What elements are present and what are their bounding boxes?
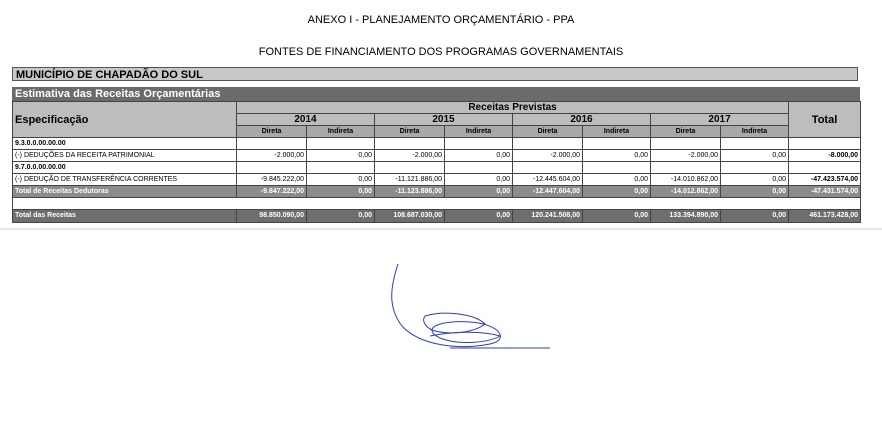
cell: 0,00 xyxy=(583,150,651,162)
year-header: 2017 xyxy=(651,114,789,126)
row-code: 9.7.0.0.00.00.00 xyxy=(13,162,237,174)
direta-header: Direta xyxy=(237,126,307,138)
row-total: 461.173.428,00 xyxy=(789,210,861,223)
revenue-table xyxy=(12,101,861,223)
deductions-label: Total de Receitas Dedutoras xyxy=(13,186,237,198)
cell: 98.850.090,00 xyxy=(237,210,307,223)
cell: -2.000,00 xyxy=(237,150,307,162)
cell: -14.012.862,00 xyxy=(651,186,721,198)
cell: -11.123.886,00 xyxy=(375,186,445,198)
year-header: 2016 xyxy=(513,114,651,126)
year-header: 2014 xyxy=(237,114,375,126)
cell: 0,00 xyxy=(445,150,513,162)
cell: 0,00 xyxy=(721,210,789,223)
cell: -9.847.222,00 xyxy=(237,186,307,198)
cell: -2.000,00 xyxy=(375,150,445,162)
section-bar: Estimativa das Receitas Orçamentárias xyxy=(12,87,860,101)
cell: 0,00 xyxy=(307,150,375,162)
cell: 0,00 xyxy=(445,174,513,186)
cell: 0,00 xyxy=(583,210,651,223)
cell: 0,00 xyxy=(721,150,789,162)
cell: -11.121.886,00 xyxy=(375,174,445,186)
indireta-header: Indireta xyxy=(721,126,789,138)
deductions-row xyxy=(13,186,861,198)
cell: 0,00 xyxy=(307,186,375,198)
table-row xyxy=(13,174,861,186)
indireta-header: Indireta xyxy=(445,126,513,138)
cell: 108.687.030,00 xyxy=(375,210,445,223)
year-header: 2015 xyxy=(375,114,513,126)
grand-total-label: Total das Receitas xyxy=(13,210,237,223)
direta-header: Direta xyxy=(375,126,445,138)
direta-header: Direta xyxy=(651,126,721,138)
cell: 0,00 xyxy=(721,174,789,186)
signature-icon xyxy=(380,258,570,358)
cell: -9.845.222,00 xyxy=(237,174,307,186)
row-description: (-) DEDUÇÃO DE TRANSFERÊNCIA CORRENTES xyxy=(13,174,237,186)
group-header: Receitas Previstas xyxy=(237,102,789,114)
row-total: -47.423.574,00 xyxy=(789,174,861,186)
grand-total-row xyxy=(13,210,861,223)
table-row xyxy=(13,162,861,174)
cell: -12.445.604,00 xyxy=(513,174,583,186)
row-total: -47.431.574,00 xyxy=(789,186,861,198)
indireta-header: Indireta xyxy=(583,126,651,138)
cell: 0,00 xyxy=(583,174,651,186)
cell: 120.241.508,00 xyxy=(513,210,583,223)
cell: 0,00 xyxy=(583,186,651,198)
cell: -2.000,00 xyxy=(513,150,583,162)
indireta-header: Indireta xyxy=(307,126,375,138)
cell: 133.394.890,00 xyxy=(651,210,721,223)
cell: 0,00 xyxy=(445,186,513,198)
row-total: -8.000,00 xyxy=(789,150,861,162)
cell: 0,00 xyxy=(445,210,513,223)
spec-header: Especificação xyxy=(13,102,237,138)
municipality-bar: MUNICÍPIO DE CHAPADÃO DO SUL xyxy=(12,67,858,81)
direta-header: Direta xyxy=(513,126,583,138)
cell: -14.010.862,00 xyxy=(651,174,721,186)
table-row xyxy=(13,138,861,150)
page-divider xyxy=(0,228,882,230)
document-title: ANEXO I - PLANEJAMENTO ORÇAMENTÁRIO - PPA xyxy=(307,14,575,26)
document-subtitle: FONTES DE FINANCIAMENTO DOS PROGRAMAS GOVERNAMENTAIS xyxy=(258,46,624,58)
cell: -2.000,00 xyxy=(651,150,721,162)
row-code: 9.3.0.0.00.00.00 xyxy=(13,138,237,150)
table-row xyxy=(13,150,861,162)
total-header: Total xyxy=(789,102,861,138)
cell: -12.447.604,00 xyxy=(513,186,583,198)
row-description: (-) DEDUÇÕES DA RECEITA PATRIMONIAL xyxy=(13,150,237,162)
cell: 0,00 xyxy=(307,210,375,223)
cell: 0,00 xyxy=(721,186,789,198)
cell: 0,00 xyxy=(307,174,375,186)
